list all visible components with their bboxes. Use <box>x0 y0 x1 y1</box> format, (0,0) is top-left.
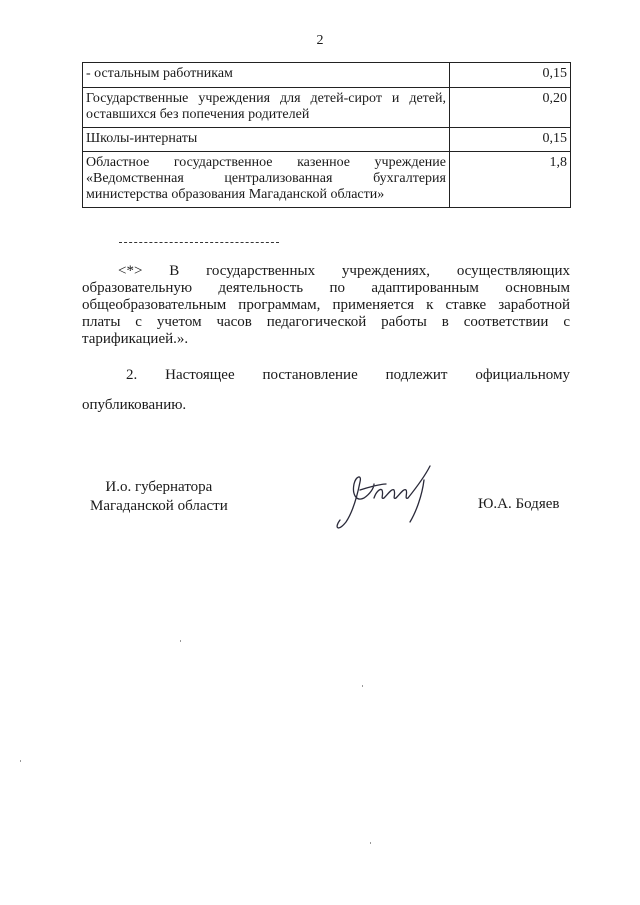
signatory-position-line2: Магаданской области <box>90 498 228 514</box>
table-cell-name: Школы-интернаты <box>83 128 450 152</box>
scan-speck <box>20 760 21 762</box>
paragraph-publication: 2. Настоящее постановление подлежит официальному опубликованию. <box>82 367 570 413</box>
table-row <box>83 88 571 128</box>
table-cell-name: - остальным работникам <box>83 63 450 88</box>
table-row <box>83 152 571 208</box>
coefficient-table <box>82 62 571 208</box>
footnote-text: <*> В государственных учреждениях, осуществляющих образовательную деятельность по адаптированным основным общеобразовательным программам, применяется к ставке заработной платы с учетом часов педагогической работы в соответствии с тарификацией.». <box>82 263 570 347</box>
footnote-separator <box>119 242 279 243</box>
scan-speck <box>362 685 363 687</box>
page-number: 2 <box>316 33 324 48</box>
signatory-name: Ю.А. Бодяев <box>478 496 560 512</box>
table-cell-name: Областное государственное казенное учреждение «Ведомственная централизованная бухгалтерия министерства образования Магаданской области» <box>83 152 450 208</box>
table-cell-value: 0,20 <box>450 88 571 128</box>
handwritten-signature <box>330 462 440 532</box>
table-row <box>83 128 571 152</box>
signatory-position-line1: И.о. губернатора <box>105 479 213 495</box>
signatory-position <box>90 478 228 516</box>
table-cell-value: 0,15 <box>450 63 571 88</box>
scan-speck <box>180 640 181 642</box>
table-row <box>83 63 571 88</box>
table-cell-name: Государственные учреждения для детей-сирот и детей, оставшихся без попечения родителей <box>83 88 450 128</box>
table-cell-value: 1,8 <box>450 152 571 208</box>
scan-speck <box>370 842 371 844</box>
table-cell-value: 0,15 <box>450 128 571 152</box>
